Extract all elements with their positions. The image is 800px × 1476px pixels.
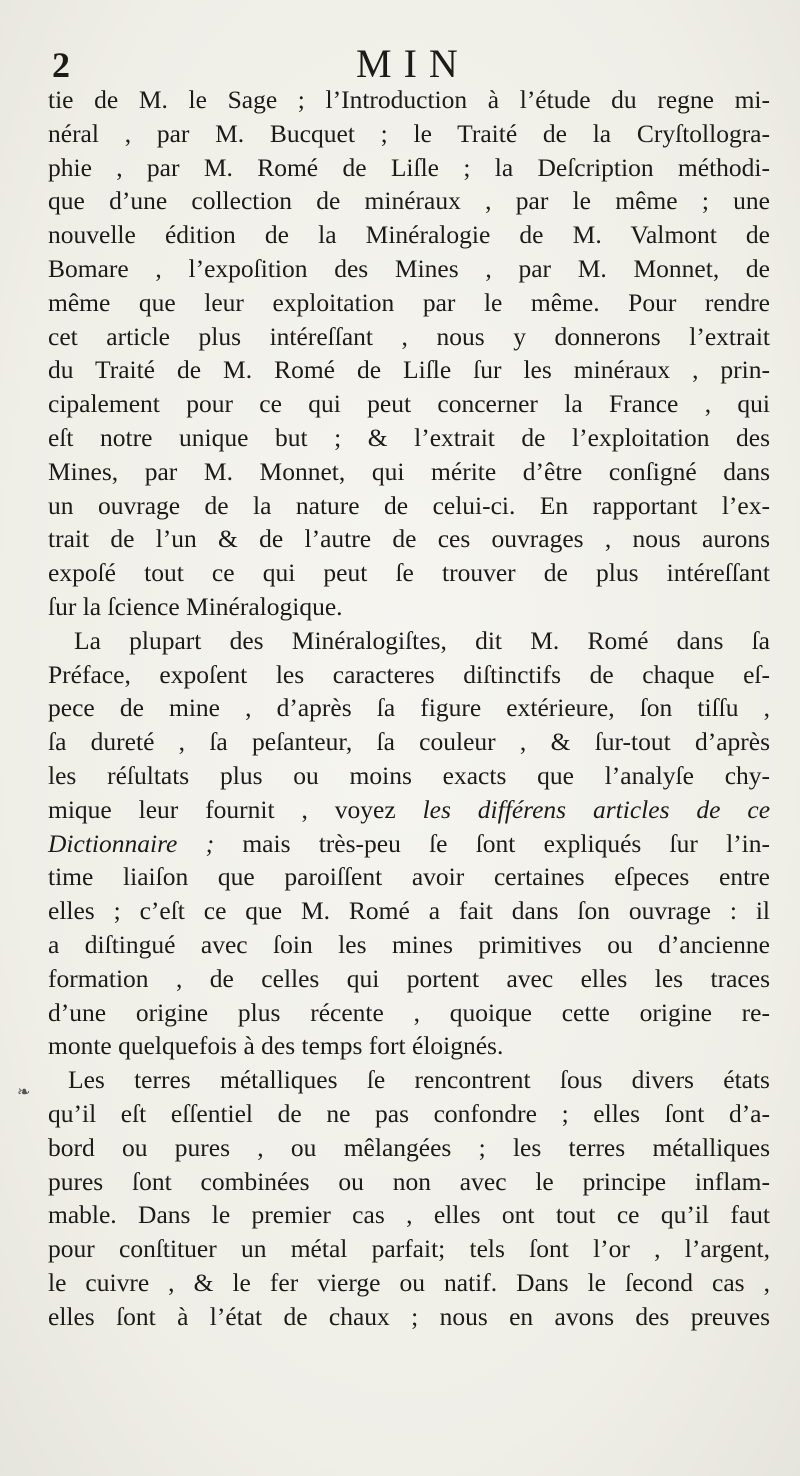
italic-reference: les différens articles de ce bbox=[422, 794, 771, 824]
text-line: même que leur exploitation par le même. Pour rendre bbox=[48, 287, 770, 317]
paragraph-start-line: Les terres métalliques ſe rencontrent ſous divers états bbox=[68, 1065, 770, 1095]
text-line: ſur la ſcience Minéralogique. bbox=[48, 591, 343, 621]
text-line: que d’une collection de minéraux , par le même ; une bbox=[48, 186, 770, 216]
text-line: d’une origine plus récente , quoique cette origine re- bbox=[48, 997, 770, 1027]
margin-mark: ❧ bbox=[17, 1082, 31, 1101]
paragraph-start-line: La plupart des Minéralogiſtes, dit M. Romé dans ſa bbox=[74, 625, 770, 655]
text-line: monte quelquefois à des temps fort éloignés. bbox=[48, 1031, 504, 1061]
text-line: time liaiſon que paroiſſent avoir certaines eſpeces entre bbox=[48, 862, 770, 892]
text-line: eſt notre unique but ; & l’extrait de l’exploitation des bbox=[48, 422, 770, 452]
text-line: pece de mine , d’après ſa figure extérieure, ſon tiſſu , bbox=[48, 693, 770, 723]
text-line: pour conſtituer un métal parfait; tels ſont l’or , l’argent, bbox=[48, 1234, 770, 1264]
text-line: un ouvrage de la nature de celui-ci. En rapportant l’ex- bbox=[48, 490, 770, 520]
text-line: phie , par M. Romé de Liſle ; la Deſcription méthodi- bbox=[48, 152, 770, 182]
text-line: qu’il eſt eſſentiel de ne pas confondre ; elles ſont d’a- bbox=[48, 1098, 770, 1128]
text-line-with-reference bbox=[48, 827, 770, 861]
text-line: trait de l’un & de l’autre de ces ouvrages , nous aurons bbox=[48, 524, 770, 554]
text-line: Bomare , l’expoſition des Mines , par M. Monnet, de bbox=[48, 253, 770, 283]
text-segment: mais très-peu ſe ſont expliqués ſur l’in- bbox=[242, 828, 771, 858]
italic-reference: Dictionnaire ; bbox=[48, 828, 215, 858]
text-line: elles ; c’eſt ce que M. Romé a fait dans ſon ouvrage : il bbox=[48, 896, 770, 926]
text-line: nouvelle édition de la Minéralogie de M. Valmont de bbox=[48, 220, 770, 250]
body-text bbox=[48, 83, 770, 1333]
text-line: mable. Dans le premier cas , elles ont tout ce qu’il faut bbox=[48, 1200, 770, 1230]
text-line: expoſé tout ce qui peut ſe trouver de plus intéreſſant bbox=[48, 558, 770, 588]
text-line: formation , de celles qui portent avec elles les traces bbox=[48, 963, 770, 993]
text-line: ſa dureté , ſa peſanteur, ſa couleur , & ſur-tout d’après bbox=[48, 727, 770, 757]
text-line-with-reference bbox=[48, 793, 770, 827]
text-line: a diſtingué avec ſoin les mines primitives ou d’ancienne bbox=[48, 929, 770, 959]
text-line: elles ſont à l’état de chaux ; nous en avons des preuves bbox=[48, 1301, 770, 1331]
running-head: MIN bbox=[356, 41, 470, 86]
text-line: les réſultats plus ou moins exacts que l’analyſe chy- bbox=[48, 760, 770, 790]
text-line: bord ou pures , ou mêlangées ; les terres métalliques bbox=[48, 1132, 770, 1162]
text-segment: mique leur fournit , voyez bbox=[48, 794, 396, 824]
text-line: cet article plus intéreſſant , nous y donnerons l’extrait bbox=[48, 321, 770, 351]
text-line: Préface, expoſent les caracteres diſtinctifs de chaque eſ- bbox=[48, 659, 770, 689]
text-line: le cuivre , & le fer vierge ou natif. Dans le ſecond cas , bbox=[48, 1267, 770, 1297]
text-line: tie de M. le Sage ; l’Introduction à l’étude du regne mi- bbox=[48, 85, 770, 114]
text-line: Mines, par M. Monnet, qui mérite d’être conſigné dans bbox=[48, 456, 770, 486]
text-line: du Traité de M. Romé de Liſle ſur les minéraux , prin- bbox=[48, 355, 770, 385]
page-number: 2 bbox=[52, 45, 70, 85]
text-line: néral , par M. Bucquet ; le Traité de la Cryſtollogra- bbox=[48, 118, 770, 148]
text-line: cipalement pour ce qui peut concerner la France , qui bbox=[48, 389, 770, 419]
text-line: pures ſont combinées ou non avec le principe inflam- bbox=[48, 1166, 770, 1196]
